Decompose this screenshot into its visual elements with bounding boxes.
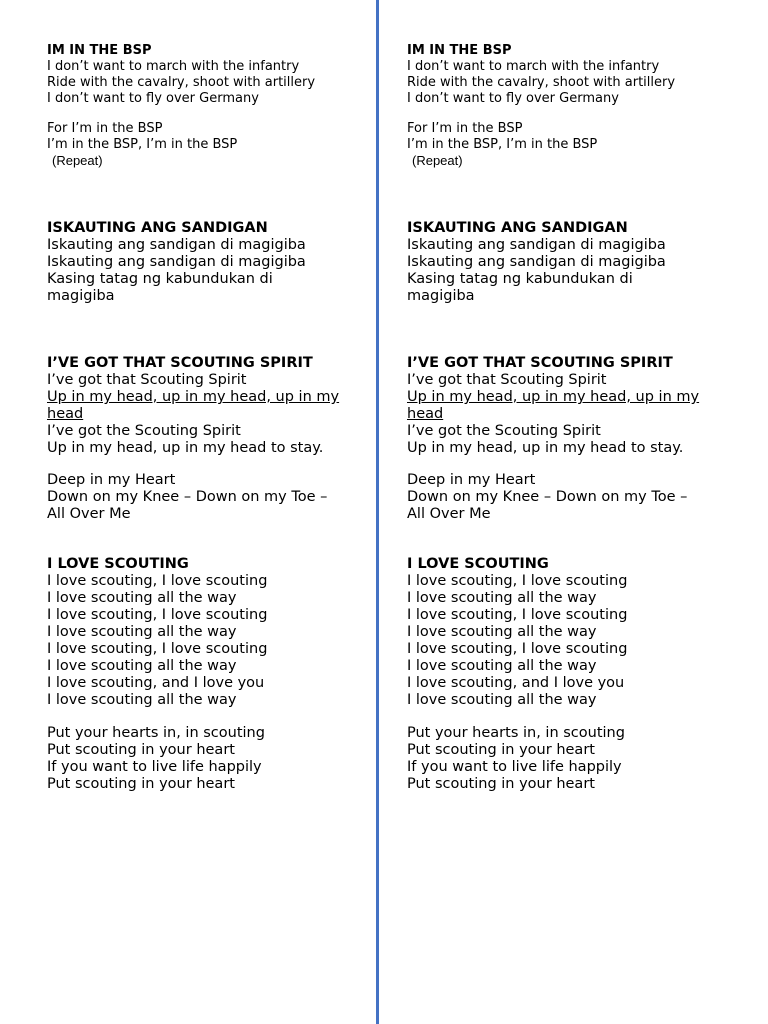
song-im-in-the-bsp — [407, 43, 727, 169]
song-scouting-spirit — [407, 355, 727, 523]
lyric-line: Kasing tatag ng kabundukan di — [407, 271, 633, 287]
lyric-line: Put scouting in your heart — [407, 742, 595, 758]
lyric-line: I love scouting, and I love you — [47, 675, 265, 691]
lyric-line: Iskauting ang sandigan di magigiba — [47, 254, 306, 270]
lyric-line: I’ve got that Scouting Spirit — [407, 372, 607, 388]
repeat-note: (Repeat) — [52, 153, 103, 168]
song-scouting-spirit — [47, 355, 367, 523]
lyric-line: Down on my Knee – Down on my Toe – — [407, 489, 688, 505]
lyric-line: I’m in the BSP, I’m in the BSP — [47, 137, 238, 152]
right-column — [407, 0, 727, 1024]
lyric-line: For I’m in the BSP — [47, 121, 163, 136]
song-title: ISKAUTING ANG SANDIGAN — [47, 220, 268, 236]
song-im-in-the-bsp — [47, 43, 367, 169]
left-column — [47, 0, 367, 1024]
lyric-line: For I’m in the BSP — [407, 121, 523, 136]
lyric-line: Iskauting ang sandigan di magigiba — [407, 254, 666, 270]
lyric-line-underlined: Up in my head, up in my head, up in my head — [407, 389, 700, 422]
lyric-line: magigiba — [47, 288, 115, 304]
lyric-line: I love scouting all the way — [407, 624, 597, 640]
lyric-line: Iskauting ang sandigan di magigiba — [407, 237, 666, 253]
lyric-line: I love scouting, I love scouting — [407, 573, 628, 589]
song-iskauting-ang-sandigan — [47, 220, 367, 305]
lyric-line: I’m in the BSP, I’m in the BSP — [407, 137, 598, 152]
lyric-line: I love scouting all the way — [47, 658, 237, 674]
lyric-line: I don’t want to fly over Germany — [407, 91, 619, 106]
lyric-line: Deep in my Heart — [47, 472, 176, 488]
song-i-love-scouting — [47, 556, 367, 793]
lyric-line: Put scouting in your heart — [47, 776, 235, 792]
lyric-line: I love scouting all the way — [47, 692, 237, 708]
lyric-line: I love scouting all the way — [407, 590, 597, 606]
lyric-line: Ride with the cavalry, shoot with artillery — [407, 75, 676, 90]
song-title: ISKAUTING ANG SANDIGAN — [407, 220, 628, 236]
lyric-line: I love scouting, I love scouting — [47, 641, 268, 657]
song-title: I’VE GOT THAT SCOUTING SPIRIT — [407, 355, 673, 371]
song-iskauting-ang-sandigan — [407, 220, 727, 305]
lyric-line: I love scouting, I love scouting — [407, 607, 628, 623]
song-title: I LOVE SCOUTING — [407, 556, 549, 572]
lyric-line: I love scouting, I love scouting — [407, 641, 628, 657]
column-divider — [376, 0, 379, 1024]
lyric-line-underlined: Up in my head, up in my head, up in my head — [47, 389, 340, 422]
lyric-line: Up in my head, up in my head to stay. — [407, 440, 684, 456]
lyric-line: Kasing tatag ng kabundukan di — [47, 271, 273, 287]
song-title: IM IN THE BSP — [407, 43, 512, 58]
lyric-line: All Over Me — [47, 506, 131, 522]
lyric-line: I love scouting all the way — [407, 692, 597, 708]
lyric-line: Up in my head, up in my head to stay. — [47, 440, 324, 456]
lyric-line: Put your hearts in, in scouting — [407, 725, 625, 741]
lyric-line: I’ve got the Scouting Spirit — [47, 423, 241, 439]
lyric-line: I love scouting all the way — [407, 658, 597, 674]
lyric-line: Put scouting in your heart — [47, 742, 235, 758]
song-title: IM IN THE BSP — [47, 43, 152, 58]
lyric-line: If you want to live life happily — [407, 759, 622, 775]
lyric-line: I’ve got the Scouting Spirit — [407, 423, 601, 439]
lyric-line: I love scouting, and I love you — [407, 675, 625, 691]
lyric-line: Down on my Knee – Down on my Toe – — [47, 489, 328, 505]
lyric-line: Deep in my Heart — [407, 472, 536, 488]
lyric-line: Ride with the cavalry, shoot with artillery — [47, 75, 316, 90]
lyric-line: I love scouting all the way — [47, 590, 237, 606]
lyric-line: Put scouting in your heart — [407, 776, 595, 792]
lyric-line: I love scouting, I love scouting — [47, 607, 268, 623]
lyric-line: I don’t want to march with the infantry — [47, 59, 300, 74]
lyric-line: I love scouting all the way — [47, 624, 237, 640]
lyric-line: I’ve got that Scouting Spirit — [47, 372, 247, 388]
lyric-line: If you want to live life happily — [47, 759, 262, 775]
song-title: I’VE GOT THAT SCOUTING SPIRIT — [47, 355, 313, 371]
lyric-line: Put your hearts in, in scouting — [47, 725, 265, 741]
song-title: I LOVE SCOUTING — [47, 556, 189, 572]
song-i-love-scouting — [407, 556, 727, 793]
lyric-line: I don’t want to march with the infantry — [407, 59, 660, 74]
lyric-line: I don’t want to fly over Germany — [47, 91, 259, 106]
lyric-line: I love scouting, I love scouting — [47, 573, 268, 589]
lyric-line: Iskauting ang sandigan di magigiba — [47, 237, 306, 253]
lyric-line: All Over Me — [407, 506, 491, 522]
repeat-note: (Repeat) — [412, 153, 463, 168]
lyric-line: magigiba — [407, 288, 475, 304]
